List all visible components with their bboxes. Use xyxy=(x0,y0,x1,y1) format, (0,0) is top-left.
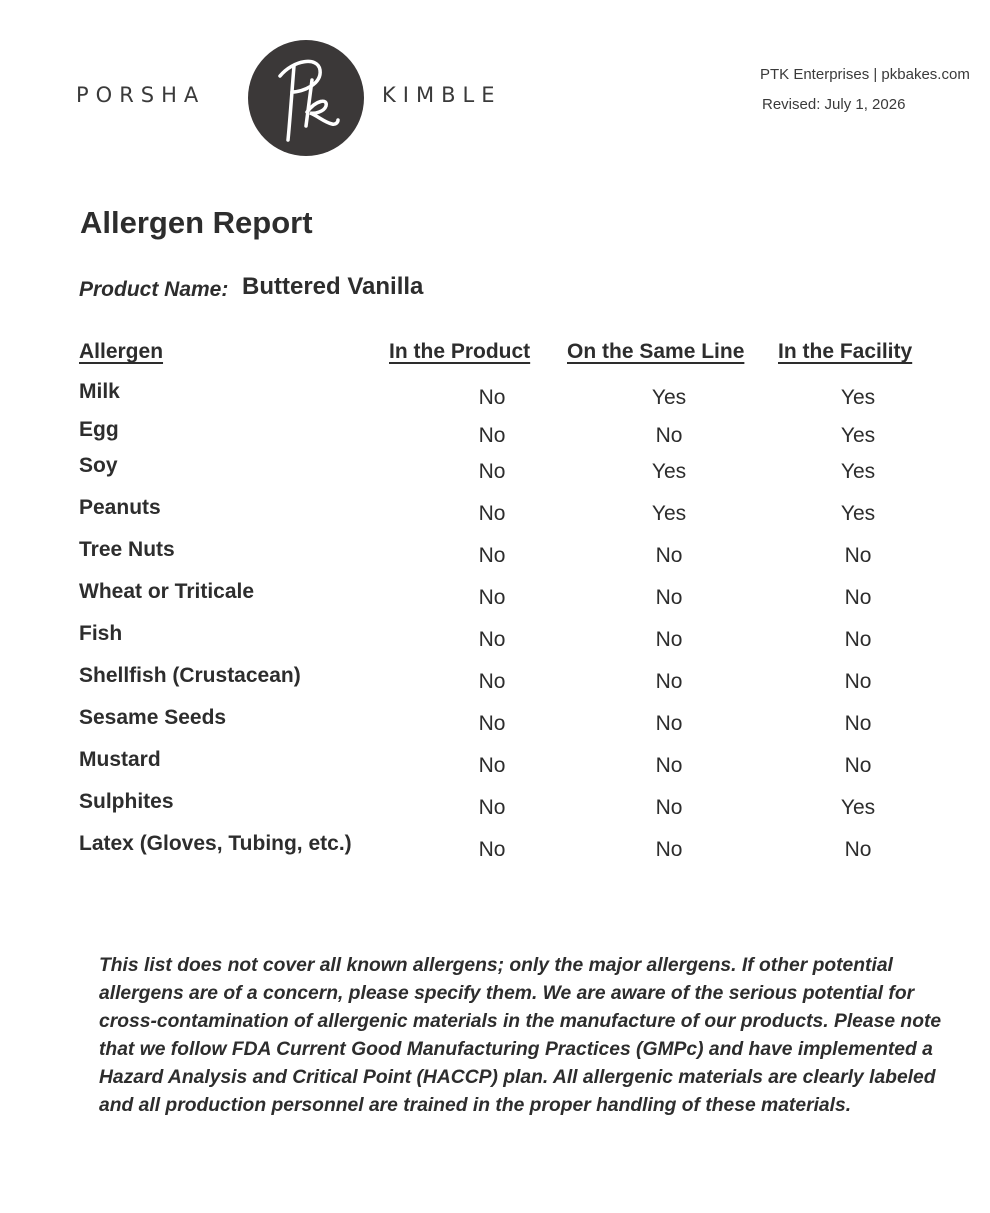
allergen-name: Sulphites xyxy=(79,790,174,813)
table-row xyxy=(0,790,990,830)
in-product-value: No xyxy=(478,424,506,447)
table-row xyxy=(0,748,990,788)
revised-date: Revised: July 1, 2026 xyxy=(762,96,906,113)
same-line-value: No xyxy=(655,712,683,735)
in-product-value: No xyxy=(478,838,506,861)
table-row xyxy=(0,706,990,746)
same-line-value: No xyxy=(655,544,683,567)
in-product-value: No xyxy=(478,502,506,525)
in-product-value: No xyxy=(478,754,506,777)
same-line-value: Yes xyxy=(651,460,687,483)
column-header-in-facility: In the Facility xyxy=(778,340,913,363)
brand-first-name: PORSHA xyxy=(76,83,206,107)
allergen-name: Wheat or Triticale xyxy=(79,580,255,603)
table-row xyxy=(0,622,990,662)
in-product-value: No xyxy=(478,712,506,735)
in-product-value: No xyxy=(478,670,506,693)
allergen-name: Sesame Seeds xyxy=(79,706,227,729)
in-facility-value: No xyxy=(844,670,872,693)
allergen-name: Milk xyxy=(79,380,120,403)
in-facility-value: Yes xyxy=(840,502,876,525)
column-header-allergen: Allergen xyxy=(79,340,164,363)
same-line-value: No xyxy=(655,424,683,447)
same-line-value: No xyxy=(655,838,683,861)
in-facility-value: Yes xyxy=(840,386,876,409)
column-header-in-product: In the Product xyxy=(389,340,531,363)
table-row xyxy=(0,538,990,578)
in-facility-value: No xyxy=(844,838,872,861)
allergen-name: Latex (Gloves, Tubing, etc.) xyxy=(79,832,352,855)
in-facility-value: No xyxy=(844,628,872,651)
in-facility-value: No xyxy=(844,754,872,777)
in-facility-value: No xyxy=(844,544,872,567)
table-row xyxy=(0,580,990,620)
allergen-name: Peanuts xyxy=(79,496,161,519)
in-facility-value: No xyxy=(844,586,872,609)
allergen-name: Egg xyxy=(79,418,119,441)
table-row xyxy=(0,664,990,704)
product-name-value: Buttered Vanilla xyxy=(242,273,424,300)
in-facility-value: No xyxy=(844,712,872,735)
allergen-name: Shellfish (Crustacean) xyxy=(79,664,301,687)
brand-logo xyxy=(76,40,536,156)
table-row xyxy=(0,380,990,420)
in-facility-value: Yes xyxy=(840,460,876,483)
same-line-value: No xyxy=(655,796,683,819)
in-facility-value: Yes xyxy=(840,424,876,447)
column-header-same-line: On the Same Line xyxy=(567,340,745,363)
allergen-name: Fish xyxy=(79,622,123,645)
company-info: PTK Enterprises | pkbakes.com xyxy=(760,66,970,83)
brand-last-name: KIMBLE xyxy=(382,83,502,107)
table-row xyxy=(0,454,990,494)
table-row xyxy=(0,496,990,536)
monogram-logo-icon xyxy=(248,40,364,156)
allergen-name: Soy xyxy=(79,454,118,477)
in-product-value: No xyxy=(478,386,506,409)
same-line-value: No xyxy=(655,670,683,693)
in-product-value: No xyxy=(478,586,506,609)
same-line-value: Yes xyxy=(651,386,687,409)
same-line-value: No xyxy=(655,754,683,777)
product-name-label: Product Name: xyxy=(79,278,229,301)
disclaimer-text: This list does not cover all known allergens; only the major allergens. If other potential allergens are of a concern, please specify them. We are aware of the serious potential for cross-contamination of allergenic materials in the manufacture of our products. Please note that we follow FDA Current Good Manufacturing Practices (GMPc) and have implemented a Hazard Analysis and Critical Point (HACCP) plan. All allergenic materials are clearly labeled and all production personnel are trained in the proper handling of these materials. xyxy=(99,955,942,1116)
in-product-value: No xyxy=(478,628,506,651)
in-product-value: No xyxy=(478,544,506,567)
in-product-value: No xyxy=(478,796,506,819)
same-line-value: No xyxy=(655,586,683,609)
same-line-value: No xyxy=(655,628,683,651)
allergen-name: Mustard xyxy=(79,748,161,771)
in-product-value: No xyxy=(478,460,506,483)
in-facility-value: Yes xyxy=(840,796,876,819)
table-row xyxy=(0,832,990,872)
page-title: Allergen Report xyxy=(80,205,313,240)
allergen-name: Tree Nuts xyxy=(79,538,175,561)
same-line-value: Yes xyxy=(651,502,687,525)
table-row xyxy=(0,418,990,458)
